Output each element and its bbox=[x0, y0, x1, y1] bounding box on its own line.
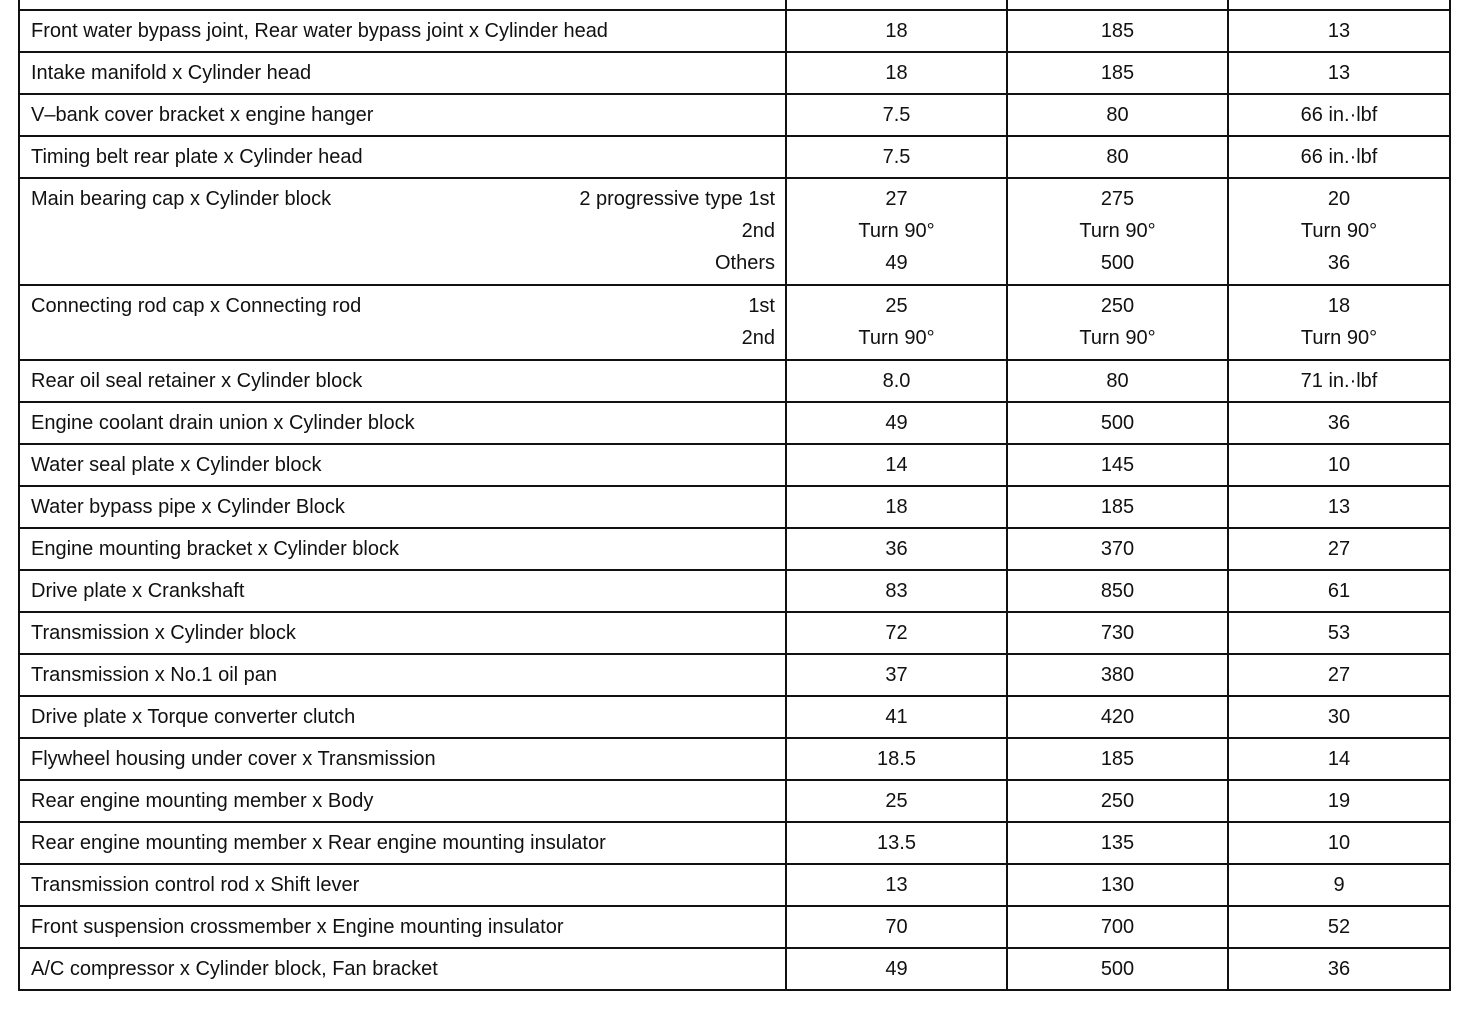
part-name: Engine coolant drain union x Cylinder block bbox=[31, 412, 415, 434]
torque-value: 18 bbox=[885, 62, 908, 84]
table-row bbox=[19, 696, 1450, 738]
torque-value: Turn 90° bbox=[1079, 327, 1156, 349]
torque-value: Turn 90° bbox=[858, 327, 935, 349]
torque-nm-cell bbox=[786, 136, 1007, 178]
torque-value: 9 bbox=[1333, 874, 1345, 896]
torque-value: 730 bbox=[1100, 622, 1135, 644]
part-name: Transmission x Cylinder block bbox=[31, 622, 296, 644]
part-name: A/C compressor x Cylinder block, Fan bracket bbox=[31, 958, 438, 980]
torque-value: 41 bbox=[885, 706, 908, 728]
torque-kgfcm-cell bbox=[1007, 864, 1228, 906]
part-name-cell bbox=[19, 696, 786, 738]
torque-ftlbf-cell bbox=[1228, 570, 1450, 612]
torque-kgfcm-cell bbox=[1007, 528, 1228, 570]
table-row bbox=[19, 570, 1450, 612]
stub-cell bbox=[786, 0, 1007, 10]
torque-kgfcm-cell bbox=[1007, 948, 1228, 990]
torque-kgfcm-cell bbox=[1007, 52, 1228, 94]
tightening-step-label: 2 progressive type 1st bbox=[579, 188, 775, 210]
torque-kgfcm-cell bbox=[1007, 570, 1228, 612]
torque-value: 18 bbox=[885, 20, 908, 42]
torque-value: 135 bbox=[1100, 832, 1135, 854]
torque-ftlbf-cell bbox=[1228, 444, 1450, 486]
torque-value: 61 bbox=[1327, 580, 1351, 602]
torque-value: 18.5 bbox=[877, 748, 916, 770]
part-name: Main bearing cap x Cylinder block bbox=[31, 188, 332, 210]
part-name-cell bbox=[19, 178, 786, 285]
torque-value: 80 bbox=[1106, 146, 1129, 168]
torque-kgfcm-cell bbox=[1007, 780, 1228, 822]
torque-value: 30 bbox=[1327, 706, 1351, 728]
torque-kgfcm-cell bbox=[1007, 906, 1228, 948]
torque-kgfcm-cell bbox=[1007, 136, 1228, 178]
table-row bbox=[19, 10, 1450, 52]
torque-value: 13.5 bbox=[877, 832, 916, 854]
torque-kgfcm-cell bbox=[1007, 402, 1228, 444]
torque-ftlbf-cell bbox=[1228, 528, 1450, 570]
tightening-steps bbox=[579, 183, 775, 279]
table-row bbox=[19, 822, 1450, 864]
table-row bbox=[19, 780, 1450, 822]
table-row bbox=[19, 94, 1450, 136]
part-name-cell bbox=[19, 948, 786, 990]
torque-value: 49 bbox=[885, 958, 908, 980]
part-name: Water bypass pipe x Cylinder Block bbox=[31, 496, 345, 518]
table-row-top-stub bbox=[19, 0, 1450, 10]
part-name-cell bbox=[19, 528, 786, 570]
torque-value: 83 bbox=[885, 580, 908, 602]
torque-value: 185 bbox=[1100, 748, 1135, 770]
tightening-step-label: 2nd bbox=[741, 327, 775, 349]
part-name-cell bbox=[19, 444, 786, 486]
table-row bbox=[19, 360, 1450, 402]
part-name: Flywheel housing under cover x Transmission bbox=[31, 748, 436, 770]
torque-value: 72 bbox=[885, 622, 908, 644]
part-name: Front suspension crossmember x Engine mounting insulator bbox=[31, 916, 564, 938]
table-row bbox=[19, 738, 1450, 780]
table-row bbox=[19, 52, 1450, 94]
torque-value: 10 bbox=[1327, 454, 1351, 476]
part-name: V–bank cover bracket x engine hanger bbox=[31, 104, 374, 126]
tightening-steps bbox=[742, 290, 775, 354]
torque-value: Turn 90° bbox=[1300, 327, 1378, 349]
part-name-cell bbox=[19, 486, 786, 528]
torque-value: 700 bbox=[1100, 916, 1135, 938]
torque-nm-cell bbox=[786, 738, 1007, 780]
part-name: Engine mounting bracket x Cylinder block bbox=[31, 538, 399, 560]
torque-ftlbf-cell bbox=[1228, 360, 1450, 402]
torque-value: 13 bbox=[1327, 496, 1351, 518]
torque-value: 145 bbox=[1100, 454, 1135, 476]
part-name: Drive plate x Torque converter clutch bbox=[31, 706, 356, 728]
torque-ftlbf-cell bbox=[1228, 822, 1450, 864]
torque-nm-cell bbox=[786, 780, 1007, 822]
tightening-step-label: 1st bbox=[748, 295, 775, 317]
torque-ftlbf-cell bbox=[1228, 696, 1450, 738]
torque-nm-cell bbox=[786, 285, 1007, 360]
torque-nm-cell bbox=[786, 864, 1007, 906]
torque-value: 250 bbox=[1100, 790, 1135, 812]
part-name-cell bbox=[19, 738, 786, 780]
torque-nm-cell bbox=[786, 402, 1007, 444]
tightening-step-label: Others bbox=[714, 252, 775, 274]
torque-value: Turn 90° bbox=[858, 220, 935, 242]
stub-cell bbox=[1007, 0, 1228, 10]
torque-value: 36 bbox=[885, 538, 908, 560]
torque-value: 36 bbox=[1327, 412, 1351, 434]
torque-kgfcm-cell bbox=[1007, 10, 1228, 52]
part-name: Drive plate x Crankshaft bbox=[31, 580, 245, 602]
torque-ftlbf-cell bbox=[1228, 94, 1450, 136]
torque-nm-cell bbox=[786, 52, 1007, 94]
torque-value: 49 bbox=[885, 252, 908, 274]
torque-value: 80 bbox=[1106, 370, 1129, 392]
torque-kgfcm-cell bbox=[1007, 360, 1228, 402]
torque-ftlbf-cell bbox=[1228, 780, 1450, 822]
table-row bbox=[19, 402, 1450, 444]
torque-nm-cell bbox=[786, 570, 1007, 612]
torque-value: 185 bbox=[1100, 62, 1135, 84]
torque-value: 14 bbox=[1327, 748, 1351, 770]
torque-value: 14 bbox=[885, 454, 908, 476]
torque-kgfcm-cell bbox=[1007, 94, 1228, 136]
torque-value: 185 bbox=[1100, 496, 1135, 518]
torque-value: 250 bbox=[1100, 295, 1135, 317]
torque-nm-cell bbox=[786, 528, 1007, 570]
torque-value: 8.0 bbox=[882, 370, 911, 392]
torque-nm-cell bbox=[786, 654, 1007, 696]
torque-value: 420 bbox=[1100, 706, 1135, 728]
torque-spec-body bbox=[19, 0, 1450, 990]
torque-nm-cell bbox=[786, 906, 1007, 948]
torque-ftlbf-cell bbox=[1228, 52, 1450, 94]
torque-value: 49 bbox=[885, 412, 908, 434]
part-name-cell bbox=[19, 136, 786, 178]
table-row bbox=[19, 178, 1450, 285]
part-name-cell bbox=[19, 52, 786, 94]
torque-ftlbf-cell bbox=[1228, 10, 1450, 52]
table-row bbox=[19, 612, 1450, 654]
torque-nm-cell bbox=[786, 822, 1007, 864]
torque-kgfcm-cell bbox=[1007, 654, 1228, 696]
torque-kgfcm-cell bbox=[1007, 486, 1228, 528]
torque-value: 80 bbox=[1106, 104, 1129, 126]
table-row bbox=[19, 654, 1450, 696]
torque-value: 370 bbox=[1100, 538, 1135, 560]
torque-value: 850 bbox=[1100, 580, 1135, 602]
torque-nm-cell bbox=[786, 612, 1007, 654]
torque-ftlbf-cell bbox=[1228, 738, 1450, 780]
torque-value: 66 in.·lbf bbox=[1300, 104, 1378, 126]
torque-nm-cell bbox=[786, 948, 1007, 990]
torque-value: 25 bbox=[885, 295, 908, 317]
torque-value: 185 bbox=[1100, 20, 1135, 42]
torque-nm-cell bbox=[786, 94, 1007, 136]
part-name-cell bbox=[19, 94, 786, 136]
torque-ftlbf-cell bbox=[1228, 136, 1450, 178]
part-name-cell bbox=[19, 654, 786, 696]
torque-value: 36 bbox=[1327, 252, 1351, 274]
table-row bbox=[19, 948, 1450, 990]
part-name: Timing belt rear plate x Cylinder head bbox=[31, 146, 363, 168]
torque-nm-cell bbox=[786, 486, 1007, 528]
torque-nm-cell bbox=[786, 10, 1007, 52]
table-row bbox=[19, 486, 1450, 528]
torque-value: 500 bbox=[1100, 252, 1135, 274]
torque-value: 53 bbox=[1327, 622, 1351, 644]
torque-value: 130 bbox=[1100, 874, 1135, 896]
part-name-cell bbox=[19, 402, 786, 444]
part-name-cell bbox=[19, 285, 786, 360]
torque-value: 70 bbox=[885, 916, 908, 938]
stub-cell bbox=[19, 0, 786, 10]
torque-value: 13 bbox=[1327, 62, 1351, 84]
torque-value: 7.5 bbox=[882, 104, 911, 126]
part-name: Connecting rod cap x Connecting rod bbox=[31, 295, 362, 317]
part-name-cell bbox=[19, 822, 786, 864]
torque-value: 20 bbox=[1327, 188, 1351, 210]
torque-value: 71 in.·lbf bbox=[1300, 370, 1378, 392]
part-name: Rear engine mounting member x Rear engine mounting insulator bbox=[31, 832, 606, 854]
torque-value: 275 bbox=[1100, 188, 1135, 210]
torque-value: 380 bbox=[1100, 664, 1135, 686]
torque-value: 27 bbox=[1327, 664, 1351, 686]
torque-value: 19 bbox=[1327, 790, 1351, 812]
torque-value: 10 bbox=[1327, 832, 1351, 854]
part-name-cell bbox=[19, 906, 786, 948]
torque-value: 27 bbox=[885, 188, 908, 210]
part-name-cell bbox=[19, 612, 786, 654]
torque-value: 18 bbox=[1327, 295, 1351, 317]
torque-value: 500 bbox=[1100, 412, 1135, 434]
part-name: Rear engine mounting member x Body bbox=[31, 790, 374, 812]
torque-kgfcm-cell bbox=[1007, 612, 1228, 654]
part-name: Water seal plate x Cylinder block bbox=[31, 454, 322, 476]
part-name: Intake manifold x Cylinder head bbox=[31, 62, 312, 84]
torque-value: 66 in.·lbf bbox=[1300, 146, 1378, 168]
torque-value: 13 bbox=[885, 874, 908, 896]
torque-kgfcm-cell bbox=[1007, 444, 1228, 486]
torque-kgfcm-cell bbox=[1007, 285, 1228, 360]
table-row bbox=[19, 285, 1450, 360]
torque-ftlbf-cell bbox=[1228, 948, 1450, 990]
tightening-step-label: 2nd bbox=[741, 220, 775, 242]
torque-ftlbf-cell bbox=[1228, 178, 1450, 285]
torque-nm-cell bbox=[786, 696, 1007, 738]
torque-ftlbf-cell bbox=[1228, 402, 1450, 444]
part-name-cell bbox=[19, 360, 786, 402]
torque-value: 25 bbox=[885, 790, 908, 812]
table-row bbox=[19, 136, 1450, 178]
torque-nm-cell bbox=[786, 360, 1007, 402]
part-name-cell bbox=[19, 864, 786, 906]
torque-nm-cell bbox=[786, 444, 1007, 486]
torque-ftlbf-cell bbox=[1228, 612, 1450, 654]
torque-nm-cell bbox=[786, 178, 1007, 285]
torque-value: 13 bbox=[1327, 20, 1351, 42]
table-row bbox=[19, 864, 1450, 906]
torque-spec-table bbox=[18, 0, 1451, 991]
part-name-cell bbox=[19, 10, 786, 52]
torque-value: 52 bbox=[1327, 916, 1351, 938]
torque-value: 37 bbox=[885, 664, 908, 686]
table-row bbox=[19, 906, 1450, 948]
torque-value: 27 bbox=[1327, 538, 1351, 560]
torque-kgfcm-cell bbox=[1007, 696, 1228, 738]
part-name: Transmission x No.1 oil pan bbox=[31, 664, 278, 686]
part-name: Rear oil seal retainer x Cylinder block bbox=[31, 370, 363, 392]
torque-value: Turn 90° bbox=[1300, 220, 1378, 242]
torque-kgfcm-cell bbox=[1007, 738, 1228, 780]
part-name-cell bbox=[19, 780, 786, 822]
torque-value: 36 bbox=[1327, 958, 1351, 980]
torque-ftlbf-cell bbox=[1228, 864, 1450, 906]
torque-value: 7.5 bbox=[882, 146, 911, 168]
torque-ftlbf-cell bbox=[1228, 906, 1450, 948]
part-name-cell bbox=[19, 570, 786, 612]
part-name: Transmission control rod x Shift lever bbox=[31, 874, 360, 896]
torque-ftlbf-cell bbox=[1228, 654, 1450, 696]
table-row bbox=[19, 444, 1450, 486]
part-name: Front water bypass joint, Rear water bypass joint x Cylinder head bbox=[31, 20, 608, 42]
torque-value: 500 bbox=[1100, 958, 1135, 980]
torque-ftlbf-cell bbox=[1228, 285, 1450, 360]
torque-value: 18 bbox=[885, 496, 908, 518]
torque-kgfcm-cell bbox=[1007, 822, 1228, 864]
table-row bbox=[19, 528, 1450, 570]
torque-value: Turn 90° bbox=[1079, 220, 1156, 242]
torque-kgfcm-cell bbox=[1007, 178, 1228, 285]
stub-cell bbox=[1228, 0, 1450, 10]
torque-ftlbf-cell bbox=[1228, 486, 1450, 528]
